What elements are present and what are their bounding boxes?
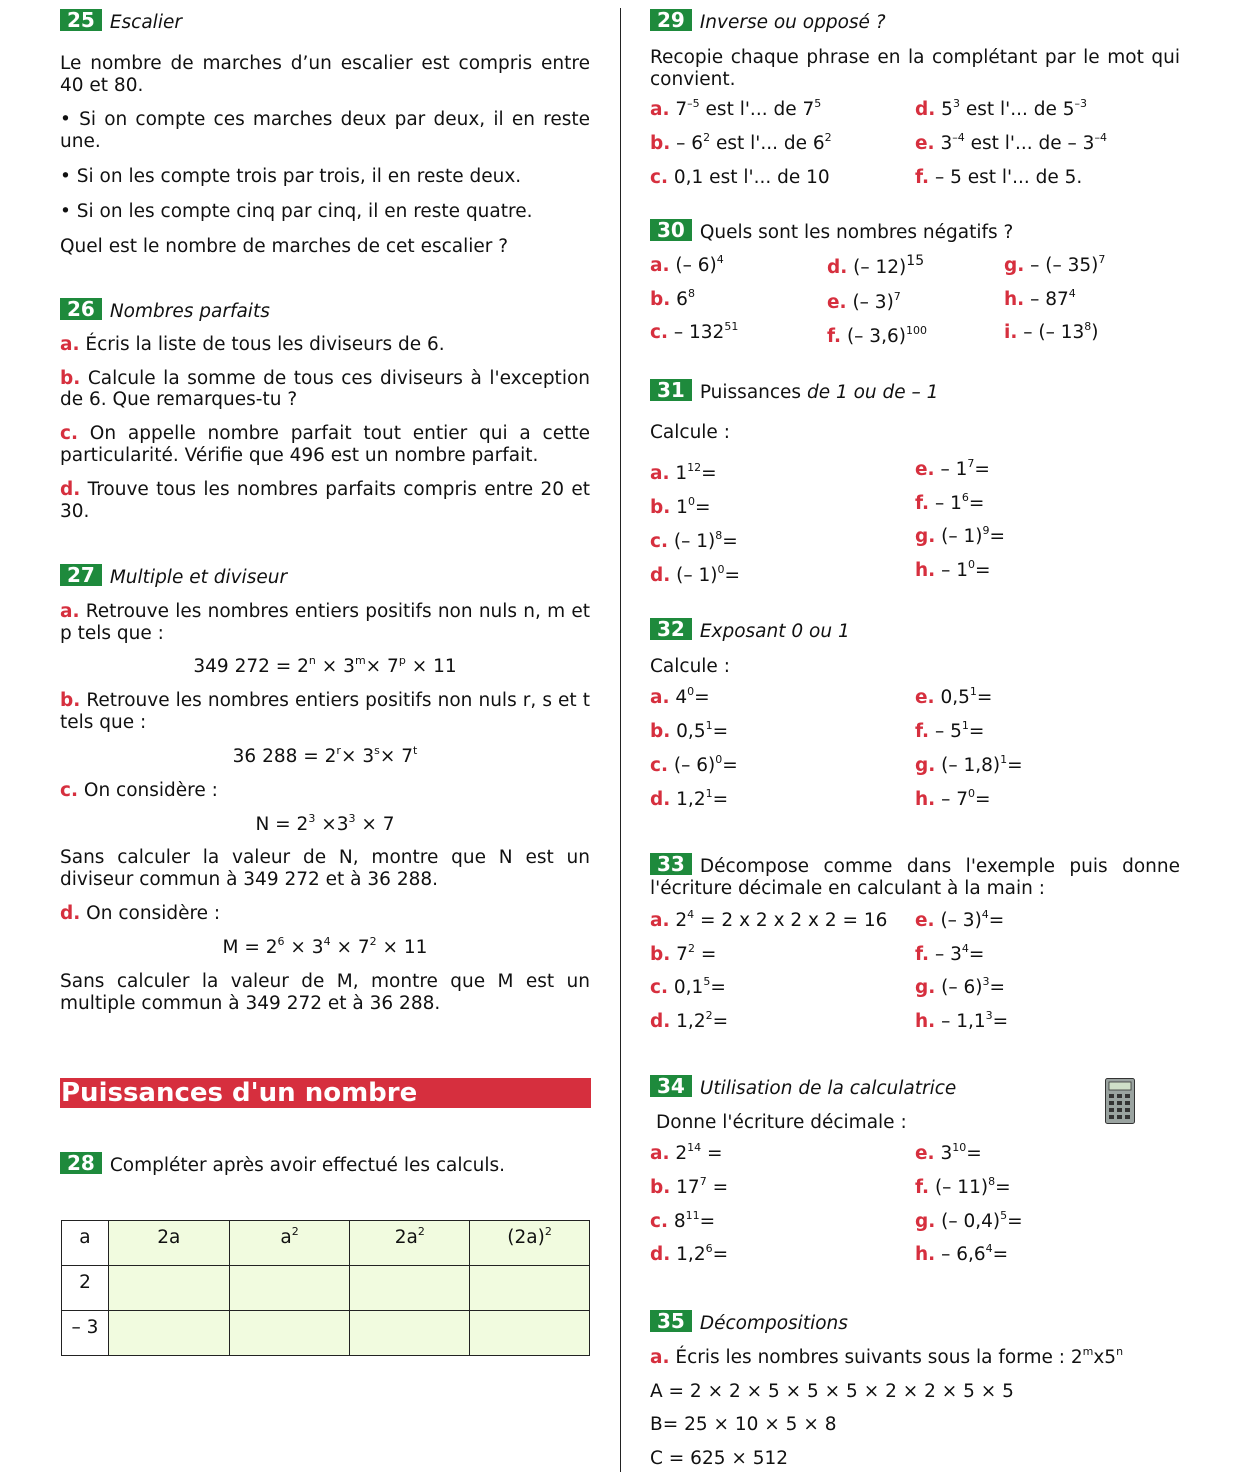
table-row [62, 1266, 590, 1311]
question-b: b. Retrouve les nombres entiers positifs non nuls r, s et t tels que : [60, 690, 590, 734]
exercise-title-part: Puissances [699, 382, 807, 403]
item-i: i. – (– $13^8$) [1004, 320, 1099, 343]
exercise-title: Utilisation de la calculatrice [699, 1078, 957, 1099]
exercise-27 [60, 564, 590, 1014]
paragraph: • Si on les compte trois par trois, il en reste deux. [60, 166, 522, 188]
exercise-title-part: de 1 ou de – 1 [806, 382, 939, 403]
item-f: f. – $5^1=$ [915, 719, 985, 742]
question-d: d. On considère : [60, 903, 221, 925]
item-e: e. $3^{10}=$ [915, 1141, 982, 1164]
question-a: a. Écris les nombres suivants sous la forme : 2$^m$x5$^n$ [650, 1344, 1124, 1368]
answer-cell[interactable] [229, 1266, 350, 1311]
exercise-34 [650, 1074, 1180, 1265]
item-a: a. $1^{12}=$ [650, 461, 717, 484]
exercise-number: 34 [650, 1075, 692, 1097]
exercise-26 [60, 298, 590, 523]
item-h: h. – $7^0=$ [915, 787, 991, 810]
item-b: b. $17^7$ = [650, 1175, 729, 1198]
exercise-number: 33 [650, 853, 692, 875]
paragraph: • Si on compte ces marches deux par deux, il en reste une. [60, 109, 590, 153]
item-e: e. $0,5^1=$ [915, 685, 993, 708]
item-d: d. $1,2^2=$ [650, 1009, 729, 1032]
exercise-heading [650, 853, 1180, 900]
question-d: d. Trouve tous les nombres parfaits compris entre 20 et 30. [60, 478, 590, 522]
item-b: b. $6^8$ [650, 287, 695, 310]
answer-cell[interactable] [108, 1266, 229, 1311]
exercise-title: Nombres parfaits [109, 301, 270, 322]
item-a: a. $2^{14}$ = [650, 1141, 723, 1164]
exercise-32 [650, 617, 1180, 810]
item-h: h. – $6,6^4=$ [915, 1242, 1009, 1265]
item-d: d. (– 1)$^0$= [650, 563, 741, 586]
exercise-title: Multiple et diviseur [109, 567, 288, 588]
item-g: g. (– 1,8)$^1$= [915, 753, 1023, 776]
item-e: e. – $1^7=$ [915, 457, 990, 480]
answer-cell[interactable] [470, 1266, 590, 1311]
exercise-number: 31 [650, 379, 692, 401]
item-f: f. – 5 est l'... de 5. [915, 167, 1083, 188]
exercise-title: Quels sont les nombres négatifs ? [699, 222, 1014, 243]
equation-1: 349 $272 = 2^n \times 3^m\times 7^p \times 11$ [193, 654, 457, 678]
item-a: a. $7^{-5}$ est l'... de $7^5$ [650, 97, 822, 120]
table-row [62, 1311, 590, 1356]
equation-N: $N = 2^3 \times 3^3 \times 7$ [255, 811, 395, 835]
item-h: h. – $1,1^3=$ [915, 1009, 1009, 1032]
item-d: d. $1,2^1=$ [650, 787, 729, 810]
paragraph: Calcule : [650, 655, 730, 677]
item-f: f. (– 3,6)$^{100}$ [827, 324, 927, 347]
exercise-28 [60, 1152, 590, 1177]
paragraph: Calcule : [650, 421, 730, 443]
equation-M: $M = 2^6 \times 3^4 \times 7^2 \times 11$ [222, 934, 428, 958]
question-a: a. Retrouve les nombres entiers positifs non nuls n, m et p tels que : [60, 600, 590, 644]
exercise-number: 35 [650, 1310, 692, 1332]
answer-cell[interactable] [470, 1311, 590, 1356]
exercise-title: Décompositions [699, 1313, 848, 1334]
exercise-29 [650, 8, 1180, 188]
exercise-number: 25 [60, 9, 102, 31]
answer-cell[interactable] [108, 1311, 229, 1356]
item-a: a. $4^0=$ [650, 685, 710, 708]
exercise-number: 32 [650, 618, 692, 640]
exercise-number: 28 [60, 1152, 102, 1174]
paragraph: Donne l'écriture décimale : [656, 1111, 907, 1133]
header-2a: 2a [108, 1221, 229, 1266]
exercise-title: Exposant 0 ou 1 [699, 621, 850, 642]
paragraph: Sans calculer la valeur de N, montre que N est un diviseur commun à 349 272 et à 36 288. [60, 847, 590, 891]
exercise-title: Compléter après avoir effectué les calculs. [109, 1155, 506, 1176]
item-b: b. $0,5^1=$ [650, 719, 729, 742]
section-banner: Puissances d'un nombre [60, 1078, 591, 1108]
exercise-number: 30 [650, 219, 692, 241]
item-c: c. $0,1^5=$ [650, 975, 726, 998]
item-d: d. $5^3$ est l'... de $5^{-3}$ [915, 97, 1087, 120]
exercise-number: 29 [650, 9, 692, 31]
exercise-number: 26 [60, 298, 102, 320]
paragraph: • Si on les compte cinq par cinq, il en reste quatre. [60, 200, 533, 222]
exercise-25 [60, 9, 590, 258]
item-e: e. (– 3)$^4$= [915, 908, 1005, 931]
item-h: h. – $1^0=$ [915, 558, 991, 581]
question-c: c. On considère : [60, 779, 218, 801]
item-g: g. (– 1)$^9$= [915, 524, 1006, 547]
column-divider [620, 8, 621, 1472]
exercise-30 [650, 218, 1180, 347]
item-e: e. (– 3)$^7$ [827, 290, 901, 313]
item-f: f. (– 11)$^8$= [915, 1175, 1011, 1198]
paragraph: Sans calculer la valeur de M, montre que M est un multiple commun à 349 272 et à 36 288. [60, 970, 590, 1014]
header-2a2: $2a^2$ [350, 1221, 470, 1266]
item-b: b. $1^0=$ [650, 495, 711, 518]
expression-A: A = 2 × 2 × 5 × 5 × 5 × 2 × 2 × 5 × 5 [650, 1380, 1014, 1402]
expression-B: B= 25 × 10 × 5 × 8 [650, 1414, 837, 1436]
question-b: b. Calcule la somme de tous ces diviseurs à l'exception de 6. Que remarques-tu ? [60, 367, 590, 411]
item-c: c. $8^{11}=$ [650, 1209, 716, 1232]
exercise-35 [650, 1310, 1180, 1470]
row-value: – 3 [62, 1311, 109, 1356]
item-c: c. – $132^{51}$ [650, 320, 739, 343]
item-d: d. $1,2^6=$ [650, 1242, 729, 1265]
item-c: c. (– 1)$^8$= [650, 529, 738, 552]
answer-cell[interactable] [229, 1311, 350, 1356]
item-g: g. (– 6)$^3$= [915, 975, 1006, 998]
powers-table [61, 1220, 590, 1356]
exercise-title: Escalier [109, 12, 182, 33]
exercise-title: Inverse ou opposé ? [699, 12, 886, 33]
item-a: a. $2^4 = 2$ x 2 x 2 x 2 = 16 [650, 908, 888, 931]
item-e: e. $3^{-4}$ est l'... de – $3^{-4}$ [915, 131, 1107, 154]
question-a: a. Écris la liste de tous les diviseurs de 6. [60, 333, 445, 355]
row-value: 2 [62, 1266, 109, 1311]
header-a: a [62, 1221, 109, 1266]
answer-cell[interactable] [350, 1266, 470, 1311]
table-header-row [62, 1221, 590, 1266]
item-b: b. $7^2$ = [650, 942, 717, 965]
item-d: d. (– 12)$^{15}$ [827, 253, 925, 278]
question-c: c. On appelle nombre parfait tout entier qui a cette particularité. Vérifie que 496 est un nombre parfait. [60, 423, 590, 467]
paragraph: Quel est le nombre de marches de cet escalier ? [60, 235, 509, 257]
exercise-33 [650, 852, 1180, 1032]
item-b: b. – $6^2$ est l'... de $6^2$ [650, 131, 832, 154]
exercise-title: Décompose comme dans l'exemple puis donne l'écriture décimale en calculant à la main : [650, 856, 1180, 899]
header-a2: $a^2$ [229, 1221, 350, 1266]
item-g: g. (– 0,4)$^5$= [915, 1209, 1023, 1232]
paragraph: Le nombre de marches d’un escalier est compris entre 40 et 80. [60, 52, 590, 96]
item-f: f. – $1^6=$ [915, 491, 985, 514]
item-c: c. (– 6)$^0$= [650, 753, 738, 776]
item-a: a. (– 6)$^4$ [650, 253, 724, 276]
calculator-icon [1105, 1078, 1135, 1124]
exercise-number: 27 [60, 564, 102, 586]
equation-2: 36 $288 = 2^r\times 3^s\times 7^t$ [232, 743, 418, 767]
item-g: g. – (– 35)$^7$ [1004, 253, 1106, 276]
item-h: h. – $87^4$ [1004, 287, 1076, 310]
paragraph: Recopie chaque phrase en la complétant par le mot qui convient. [650, 46, 1180, 90]
header-2a-squared: $(2a)^2$ [470, 1221, 590, 1266]
item-c: c. 0,1 est l'... de 10 [650, 167, 830, 188]
answer-cell[interactable] [350, 1311, 470, 1356]
expression-C: C = 625 × 512 [650, 1448, 789, 1470]
exercise-31 [650, 378, 1180, 586]
item-f: f. – $3^4=$ [915, 942, 985, 965]
